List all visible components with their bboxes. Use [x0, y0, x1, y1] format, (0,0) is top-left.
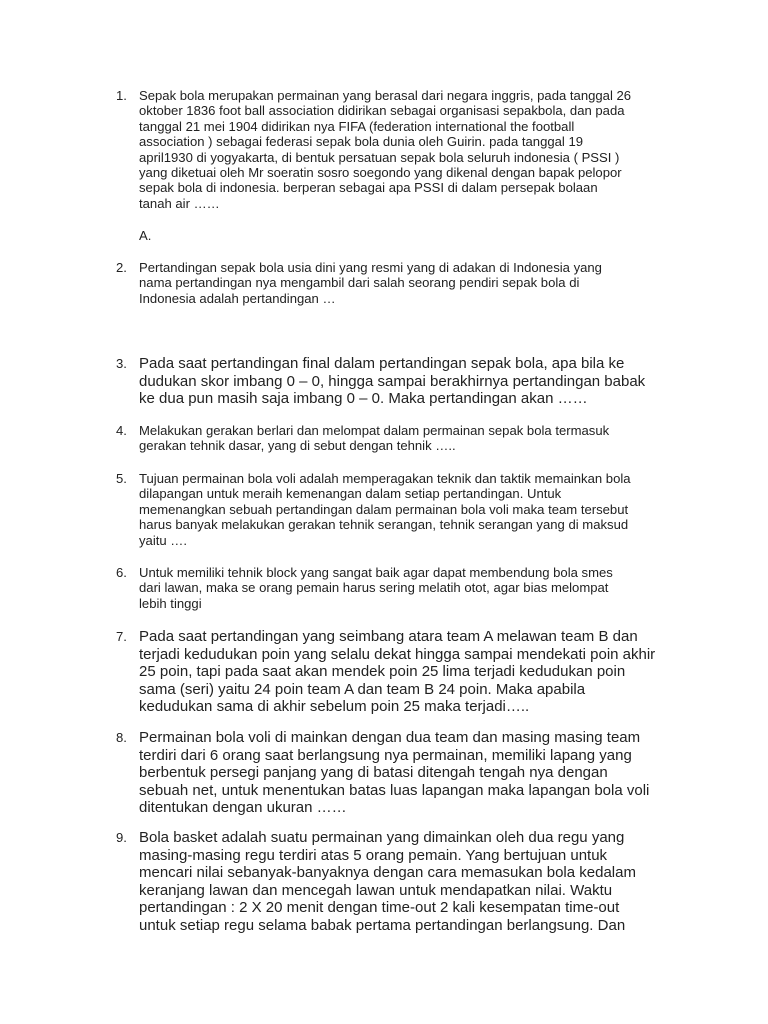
text-line: tanah air …… — [139, 195, 220, 211]
text-line: memenangkan sebuah pertandingan dalam permainan bola voli maka team tersebut — [139, 501, 629, 517]
question-number: 6. — [116, 565, 127, 580]
question-text — [139, 88, 679, 211]
text-line: masing-masing regu terdiri atas 5 orang pemain. Yang bertujuan untuk — [139, 846, 608, 864]
text-line: harus banyak melakukan gerakan tehnik serangan, tehnik serangan yang di maksud — [139, 517, 629, 533]
question-number: 5. — [116, 471, 127, 486]
text-line: sama (seri) yaitu 24 poin team A dan team B 24 poin. Maka apabila — [139, 680, 586, 698]
text-line: Sepak bola merupakan permainan yang berasal dari negara inggris, pada tanggal 26 — [139, 88, 632, 103]
question-number: 7. — [116, 629, 127, 644]
text-line: yang diketuai oleh Mr soeratin sosro soegondo yang dikenal dengan bapak pelopor — [139, 165, 622, 181]
text-line: Tujuan permainan bola voli adalah memperagakan teknik dan taktik memainkan bola — [139, 471, 631, 486]
text-line: ditentukan dengan ukuran …… — [139, 799, 347, 817]
text-line: terjadi kedudukan poin yang selalu dekat hingga sampai mendekati poin akhir — [139, 645, 656, 663]
text-line: Pada saat pertandingan final dalam pertandingan sepak bola, apa bila ke — [139, 355, 625, 372]
text-line: nama pertandingan nya mengambil dari salah seorang pendiri sepak bola di — [139, 275, 580, 291]
text-line: Pada saat pertandingan yang seimbang atara team A melawan team B dan — [139, 628, 638, 645]
text-line: keranjang lawan dan mencegah lawan untuk mendapatkan nilai. Waktu — [139, 881, 613, 899]
text-line: Untuk memiliki tehnik block yang sangat baik agar dapat membendung bola smes — [139, 565, 613, 580]
question-text — [139, 829, 679, 935]
text-line: Indonesia adalah pertandingan … — [139, 290, 336, 306]
text-line: Melakukan gerakan berlari dan melompat dalam permainan sepak bola termasuk — [139, 423, 610, 438]
text-line: lebih tinggi — [139, 595, 202, 611]
question-number: 4. — [116, 423, 127, 438]
question-number: 8. — [116, 730, 127, 745]
text-line: tanggal 21 mei 1904 didirikan nya FIFA (federation international the football — [139, 118, 575, 134]
text-line: association ) sebagai federasi sepak bola dunia oleh Guirin. pada tanggal 19 — [139, 134, 584, 150]
question-text — [139, 729, 679, 817]
question-number: 2. — [116, 260, 127, 275]
text-line: oktober 1836 foot ball association didirikan sebagai organisasi sepakbola, dan pada — [139, 103, 625, 119]
question-number: 1. — [116, 88, 127, 103]
text-line: sepak bola di indonesia. berperan sebagai apa PSSI di dalam persepak bolaan — [139, 180, 598, 196]
text-line: 25 poin, tapi pada saat akan mendek poin 25 lima terjadi kedudukan poin — [139, 663, 626, 681]
text-line: mencari nilai sebanyak-banyaknya dengan cara memasukan bola kedalam — [139, 864, 636, 882]
text-line: dari lawan, maka se orang pemain harus sering melatih otot, agar bias melompat — [139, 580, 609, 596]
text-line: ke dua pun masih saja imbang 0 – 0. Maka pertandingan akan …… — [139, 390, 588, 408]
text-line: Pertandingan sepak bola usia dini yang resmi yang di adakan di Indonesia yang — [139, 260, 602, 275]
text-line: dudukan skor imbang 0 – 0, hingga sampai berakhirnya pertandingan babak — [139, 372, 646, 390]
text-line: pertandingan : 2 X 20 menit dengan time-out 2 kali kesempatan time-out — [139, 899, 620, 917]
text-line: Bola basket adalah suatu permainan yang dimainkan oleh dua regu yang — [139, 829, 625, 846]
text-line: Permainan bola voli di mainkan dengan dua team dan masing masing team — [139, 729, 641, 746]
text-line: dilapangan untuk meraih kemenangan dalam setiap pertandingan. Untuk — [139, 486, 562, 502]
text-line: gerakan tehnik dasar, yang di sebut dengan tehnik ….. — [139, 438, 456, 454]
text-line: terdiri dari 6 orang saat berlangsung nya permainan, memiliki lapang yang — [139, 746, 632, 764]
question-number: 3. — [116, 356, 127, 371]
question-text — [139, 565, 679, 611]
question-text — [139, 471, 679, 548]
question-text — [139, 260, 679, 306]
text-line: kedudukan sama di akhir sebelum poin 25 maka terjadi….. — [139, 698, 530, 716]
question-text — [139, 423, 679, 454]
text-line: berbentuk persegi panjang yang di batasi ditengah tengah nya dengan — [139, 764, 608, 782]
text-line: april1930 di yogyakarta, di bentuk persatuan sepak bola seluruh indonesia ( PSSI ) — [139, 149, 620, 165]
question-text — [139, 628, 679, 716]
answer-option-a: A. — [139, 228, 152, 243]
question-text — [139, 355, 679, 408]
text-line: yaitu …. — [139, 532, 188, 548]
question-number: 9. — [116, 830, 127, 845]
text-line: sebuah net, untuk menentukan batas luas lapangan maka lapangan bola voli — [139, 781, 650, 799]
text-line: untuk setiap regu selama babak pertama pertandingan berlangsung. Dan — [139, 916, 626, 934]
